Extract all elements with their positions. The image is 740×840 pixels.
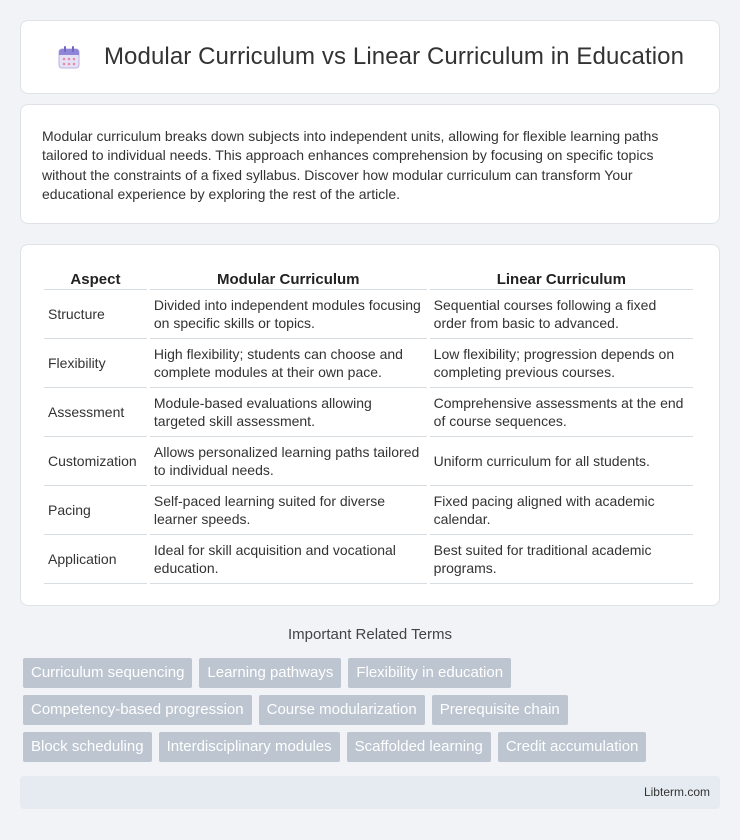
header-aspect: Aspect [44,265,147,290]
cell-linear: Fixed pacing aligned with academic calendar. [430,486,693,535]
cell-linear: Best suited for traditional academic programs. [430,535,693,584]
comparison-table [41,265,696,584]
cell-aspect: Assessment [44,388,147,437]
intro-text: Modular curriculum breaks down subjects into independent units, allowing for flexible learning paths tailored to individual needs. This approach enhances comprehension by focusing on specific topics without the constraints of a fixed syllabus. Discover how modular curriculum can transform Your educational experience by exploring the rest of the article. [42,128,659,202]
cell-modular: High flexibility; students can choose and complete modules at their own pace. [150,339,427,388]
calendar-icon [56,44,82,70]
intro-card [20,104,720,224]
cell-modular: Allows personalized learning paths tailored to individual needs. [150,437,427,486]
title-card [20,20,720,94]
cell-modular: Self-paced learning suited for diverse learner speeds. [150,486,427,535]
cell-modular: Divided into independent modules focusing on specific skills or topics. [150,290,427,339]
tag-credit-accumulation[interactable]: Credit accumulation [498,732,647,762]
tag-flexibility-in-education[interactable]: Flexibility in education [348,658,511,688]
tag-curriculum-sequencing[interactable]: Curriculum sequencing [23,658,192,688]
comparison-card [20,244,720,606]
cell-aspect: Pacing [44,486,147,535]
cell-linear: Low flexibility; progression depends on completing previous courses. [430,339,693,388]
related-terms-title: Important Related Terms [288,626,452,643]
cell-aspect: Application [44,535,147,584]
footer-site-link[interactable]: Libterm.com [643,785,710,799]
cell-linear: Comprehensive assessments at the end of course sequences. [430,388,693,437]
cell-aspect: Flexibility [44,339,147,388]
table-row [44,290,693,339]
cell-aspect: Customization [44,437,147,486]
table-row [44,339,693,388]
page-title: Modular Curriculum vs Linear Curriculum in Education [103,43,685,70]
tag-block-scheduling[interactable]: Block scheduling [23,732,152,762]
tag-row [23,732,723,762]
tag-prerequisite-chain[interactable]: Prerequisite chain [432,695,568,725]
table-row [44,388,693,437]
cell-aspect: Structure [44,290,147,339]
footer [20,776,720,809]
table-row [44,535,693,584]
tag-interdisciplinary-modules[interactable]: Interdisciplinary modules [159,732,340,762]
tag-course-modularization[interactable]: Course modularization [259,695,425,725]
cell-linear: Uniform curriculum for all students. [430,437,693,486]
related-terms [23,658,723,769]
table-header-row [44,265,693,290]
cell-linear: Sequential courses following a fixed order from basic to advanced. [430,290,693,339]
table-row [44,486,693,535]
tag-scaffolded-learning[interactable]: Scaffolded learning [347,732,491,762]
tag-row [23,658,723,688]
header-modular: Modular Curriculum [150,265,427,290]
cell-modular: Module-based evaluations allowing targeted skill assessment. [150,388,427,437]
tag-competency-based-progression[interactable]: Competency-based progression [23,695,252,725]
header-linear: Linear Curriculum [430,265,693,290]
tag-row [23,695,723,725]
cell-modular: Ideal for skill acquisition and vocational education. [150,535,427,584]
tag-learning-pathways[interactable]: Learning pathways [199,658,341,688]
table-row [44,437,693,486]
